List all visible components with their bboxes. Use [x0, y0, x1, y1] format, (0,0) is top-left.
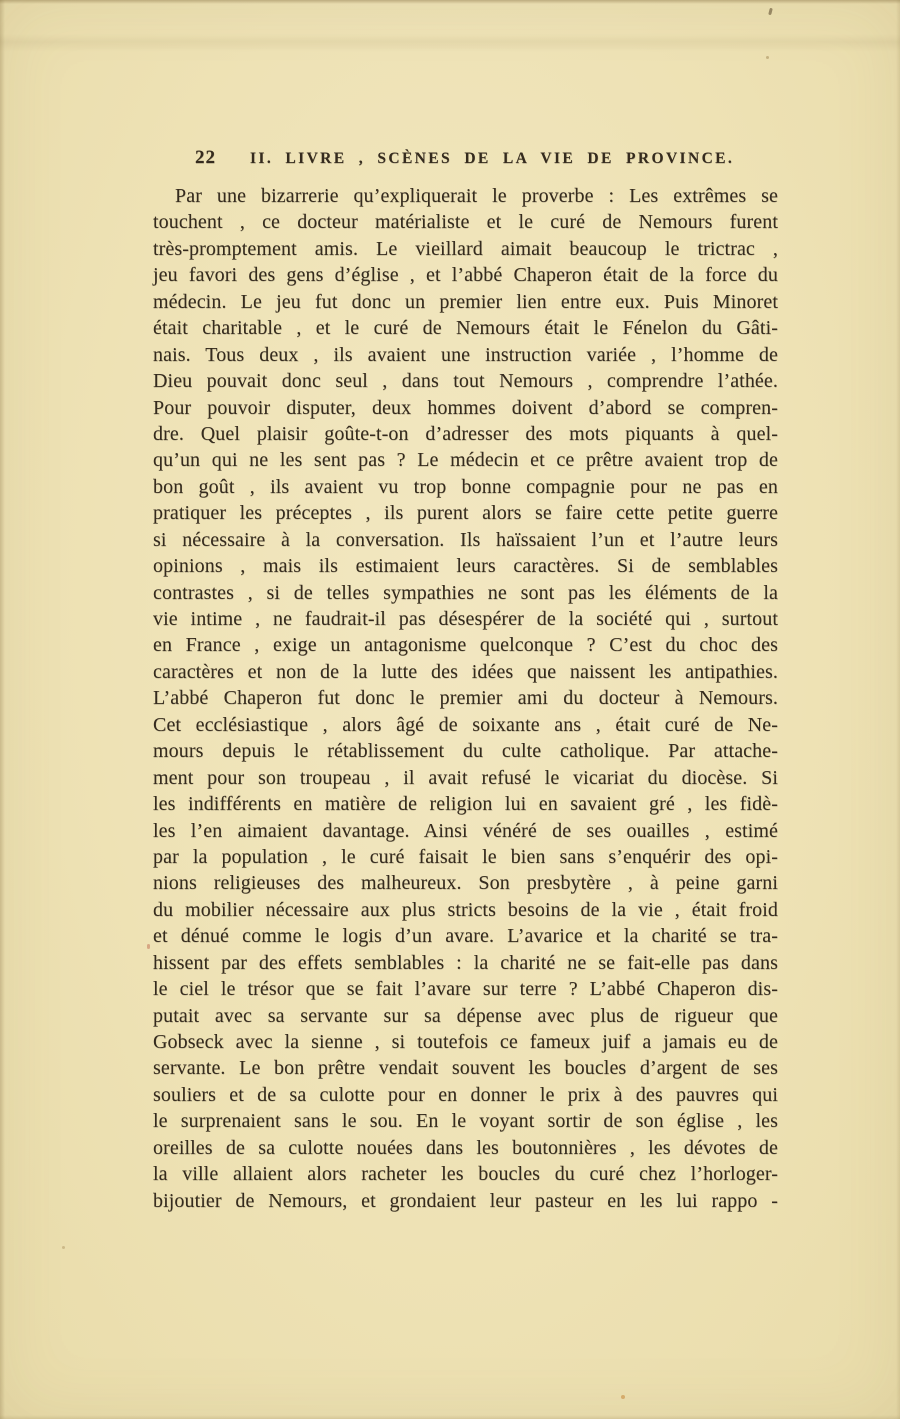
text-line: ment pour son troupeau , il avait refusé le vicariat du diocèse. Si [153, 766, 778, 789]
text-line: médecin. Le jeu fut donc un premier lien entre eux. Puis Minoret [153, 290, 778, 313]
text-line: Gobseck avec la sienne , si toutefois ce fameux juif a jamais eu de [153, 1031, 778, 1053]
text-line: L’abbé Chaperon fut donc le premier ami du docteur à Nemours. [153, 687, 778, 710]
text-line: putait avec sa servante sur sa dépense avec plus de rigueur que [153, 1004, 778, 1027]
text-line: par la population , le curé faisait le bien sans s’enquérir des opi- [153, 845, 778, 868]
text-line: qu’un qui ne les sent pas ? Le médecin et ce prêtre avaient trop de [153, 449, 778, 472]
text-line: souliers et de sa culotte pour en donner le prix à des pauvres qui [153, 1083, 778, 1106]
text-line: nions religieuses des malheureux. Son presbytère , à peine garni [153, 872, 778, 895]
text-line: le surprenaient sans le sou. En le voyant sortir de son église , les [153, 1110, 778, 1133]
text-line: était charitable , et le curé de Nemours était le Fénelon du Gâti- [153, 317, 778, 340]
text-line: si nécessaire à la conversation. Ils haïssaient l’un et l’autre leurs [153, 528, 778, 551]
text-line: Dieu pouvait donc seul , dans tout Nemours , comprendre l’athée. [153, 370, 778, 393]
text-line: pratiquer les préceptes , ils purent alors se faire cette petite guerre [153, 502, 778, 525]
text-line: du mobilier nécessaire aux plus stricts besoins de la vie , était froid [153, 898, 778, 921]
text-line: opinions , mais ils estimaient leurs caractères. Si de semblables [153, 555, 778, 578]
text-line: nais. Tous deux , ils avaient une instruction variée , l’homme de [153, 343, 778, 366]
scan-speck [621, 1395, 625, 1399]
text-line: oreilles de sa culotte nouées dans les boutonnières , les dévotes de [153, 1136, 778, 1159]
text-line: dre. Quel plaisir goûte-t-on d’adresser des mots piquants à quel- [153, 422, 778, 445]
text-line: contrastes , si de telles sympathies ne sont pas les éléments de la [153, 581, 778, 604]
text-line: très-promptement amis. Le vieillard aimait beaucoup le trictrac , [153, 237, 778, 260]
scan-speck [62, 1246, 65, 1249]
text-line: en France , exige un antagonisme quelconque ? C’est du choc des [153, 634, 778, 657]
text-line: jeu favori des gens d’église , et l’abbé Chaperon était de la force du [153, 264, 778, 287]
text-line: servante. Le bon prêtre vendait souvent les boucles d’argent de ses [153, 1057, 778, 1080]
text-line: vie intime , ne faudrait-il pas désespérer de la société qui , surtout [153, 608, 778, 630]
text-line: les l’en aimaient davantage. Ainsi vénéré de ses ouailles , estimé [153, 819, 778, 842]
text-line: la ville allaient alors racheter les boucles du curé chez l’horloger- [153, 1163, 778, 1186]
text-line: mours depuis le rétablissement du culte catholique. Par attache- [153, 740, 778, 763]
page-number: 22 [195, 147, 216, 168]
running-header-title: II. LIVRE , SCÈNES DE LA VIE DE PROVINCE. [250, 150, 735, 167]
scan-speck [147, 944, 150, 949]
text-line: bon goût , ils avaient vu trop bonne compagnie pour ne pas en [153, 475, 778, 498]
text-line: Par une bizarrerie qu’expliquerait le proverbe : Les extrêmes se [175, 185, 778, 207]
text-line: caractères et non de la lutte des idées que naissent les antipathies. [153, 660, 778, 683]
scan-speck [768, 8, 773, 16]
scan-speck [766, 56, 769, 59]
body-text [153, 183, 778, 1214]
text-line: hissent par des effets semblables : la charité ne se fait-elle pas dans [153, 951, 778, 974]
text-line: les indifférents en matière de religion lui en savaient gré , les fidè- [153, 793, 778, 816]
text-line: touchent , ce docteur matérialiste et le curé de Nemours furent [153, 211, 778, 234]
text-line: le ciel le trésor que se fait l’avare sur terre ? L’abbé Chaperon dis- [153, 978, 778, 1001]
running-header [153, 147, 778, 171]
text-line: Cet ecclésiastique , alors âgé de soixante ans , était curé de Ne- [153, 713, 778, 736]
text-line: et dénué comme le logis d’un avare. L’avarice et la charité se tra- [153, 925, 778, 948]
text-line: bijoutier de Nemours, et grondaient leur pasteur en les lui rappo - [153, 1189, 778, 1212]
text-line: Pour pouvoir disputer, deux hommes doivent d’abord se compren- [153, 396, 778, 419]
